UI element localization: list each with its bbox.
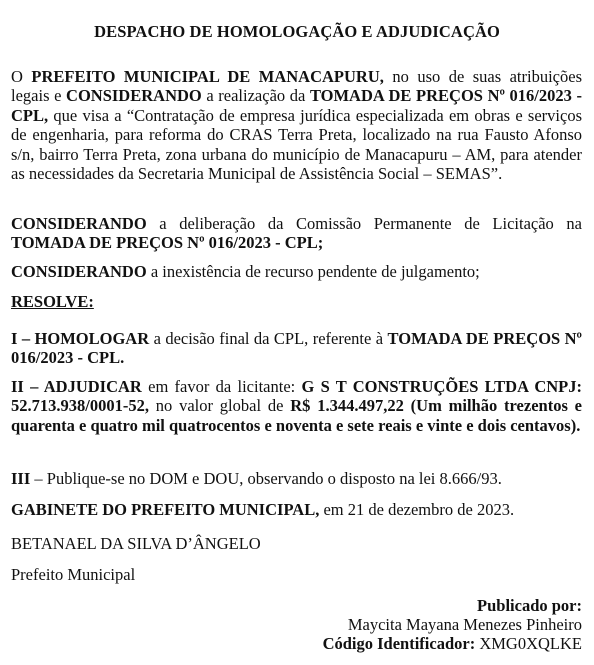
date-text: em 21 de dezembro de 2023. bbox=[319, 500, 515, 519]
global-value: R$ 1.344.497,22 (Um milhão trezentos e quarenta e quatro mil quatrocentos e noventa e sete reais e vinte e dois centavos). bbox=[11, 396, 582, 435]
item-number: I – bbox=[11, 329, 35, 348]
signer-name: BETANAEL DA SILVA D’ÂNGELO bbox=[11, 534, 261, 553]
text: – Publique-se no DOM e DOU, observando o disposto na lei 8.666/93. bbox=[30, 469, 502, 488]
item-homologar bbox=[11, 329, 582, 368]
identifier-code-label: Código Identificador: bbox=[322, 634, 476, 653]
item-number: III bbox=[11, 469, 31, 488]
considerando-keyword: CONSIDERANDO bbox=[66, 86, 202, 106]
text: a inexistência de recurso pendente de julgamento; bbox=[146, 262, 480, 281]
gabinete-label: GABINETE DO PREFEITO MUNICIPAL, bbox=[11, 500, 320, 519]
tender-reference: TOMADA DE PREÇOS Nº 016/2023 - CPL. bbox=[11, 329, 583, 368]
text: a deliberação da Comissão Permanente de Licitação na bbox=[146, 214, 582, 233]
item-adjudicar bbox=[11, 377, 582, 435]
item-number: II – bbox=[11, 377, 44, 396]
considerando-keyword: CONSIDERANDO bbox=[11, 262, 147, 281]
text: no uso de suas atribuições legais e bbox=[11, 67, 582, 106]
resolve-heading bbox=[11, 292, 582, 311]
document-title: DESPACHO DE HOMOLOGAÇÃO E ADJUDICAÇÃO bbox=[94, 22, 500, 41]
paragraph-considerando-3 bbox=[11, 262, 582, 281]
signer-role: Prefeito Municipal bbox=[11, 565, 136, 584]
publisher-name: Maycita Mayana Menezes Pinheiro bbox=[347, 615, 582, 634]
publication-block bbox=[11, 596, 582, 653]
tender-reference: TOMADA DE PREÇOS Nº 016/2023 - CPL; bbox=[11, 233, 324, 253]
text: O bbox=[11, 67, 32, 86]
text: a decisão final da CPL, referente à bbox=[149, 329, 388, 348]
tender-reference: TOMADA DE PREÇOS Nº 016/2023 - CPL, bbox=[11, 86, 582, 125]
contractor-cnpj: G S T CONSTRUÇÕES LTDA CNPJ: 52.713.938/0001-52, bbox=[11, 377, 583, 416]
mayor-title: PREFEITO MUNICIPAL DE MANACAPURU, bbox=[31, 67, 384, 86]
gabinete-line bbox=[11, 500, 582, 519]
text: em favor da licitante: bbox=[141, 377, 302, 396]
identifier-code-value: XMG0XQLKE bbox=[475, 634, 582, 653]
adjudicar-keyword: ADJUDICAR bbox=[43, 377, 142, 396]
resolve-label: RESOLVE: bbox=[11, 292, 94, 311]
text: a realização da bbox=[201, 86, 310, 106]
paragraph-considerando-1 bbox=[11, 67, 582, 183]
paragraph-considerando-2 bbox=[11, 214, 582, 253]
item-publique bbox=[11, 469, 582, 488]
homologar-keyword: HOMOLOGAR bbox=[34, 329, 150, 348]
considerando-keyword: CONSIDERANDO bbox=[11, 214, 147, 233]
published-by-label: Publicado por: bbox=[477, 596, 582, 615]
text: que visa a “Contratação de empresa jurídica especializada em obras e serviços de engenharia, para reforma do CRAS Terra Preta, localizado na rua Fausto Afonso s/n, bairro Terra Preta, zona urbana do município de Manacapuru – AM, para atender as necessidades da Secretaria Municipal de Assistência Social – SEMAS”. bbox=[11, 105, 582, 184]
text: no valor global de bbox=[148, 396, 291, 416]
